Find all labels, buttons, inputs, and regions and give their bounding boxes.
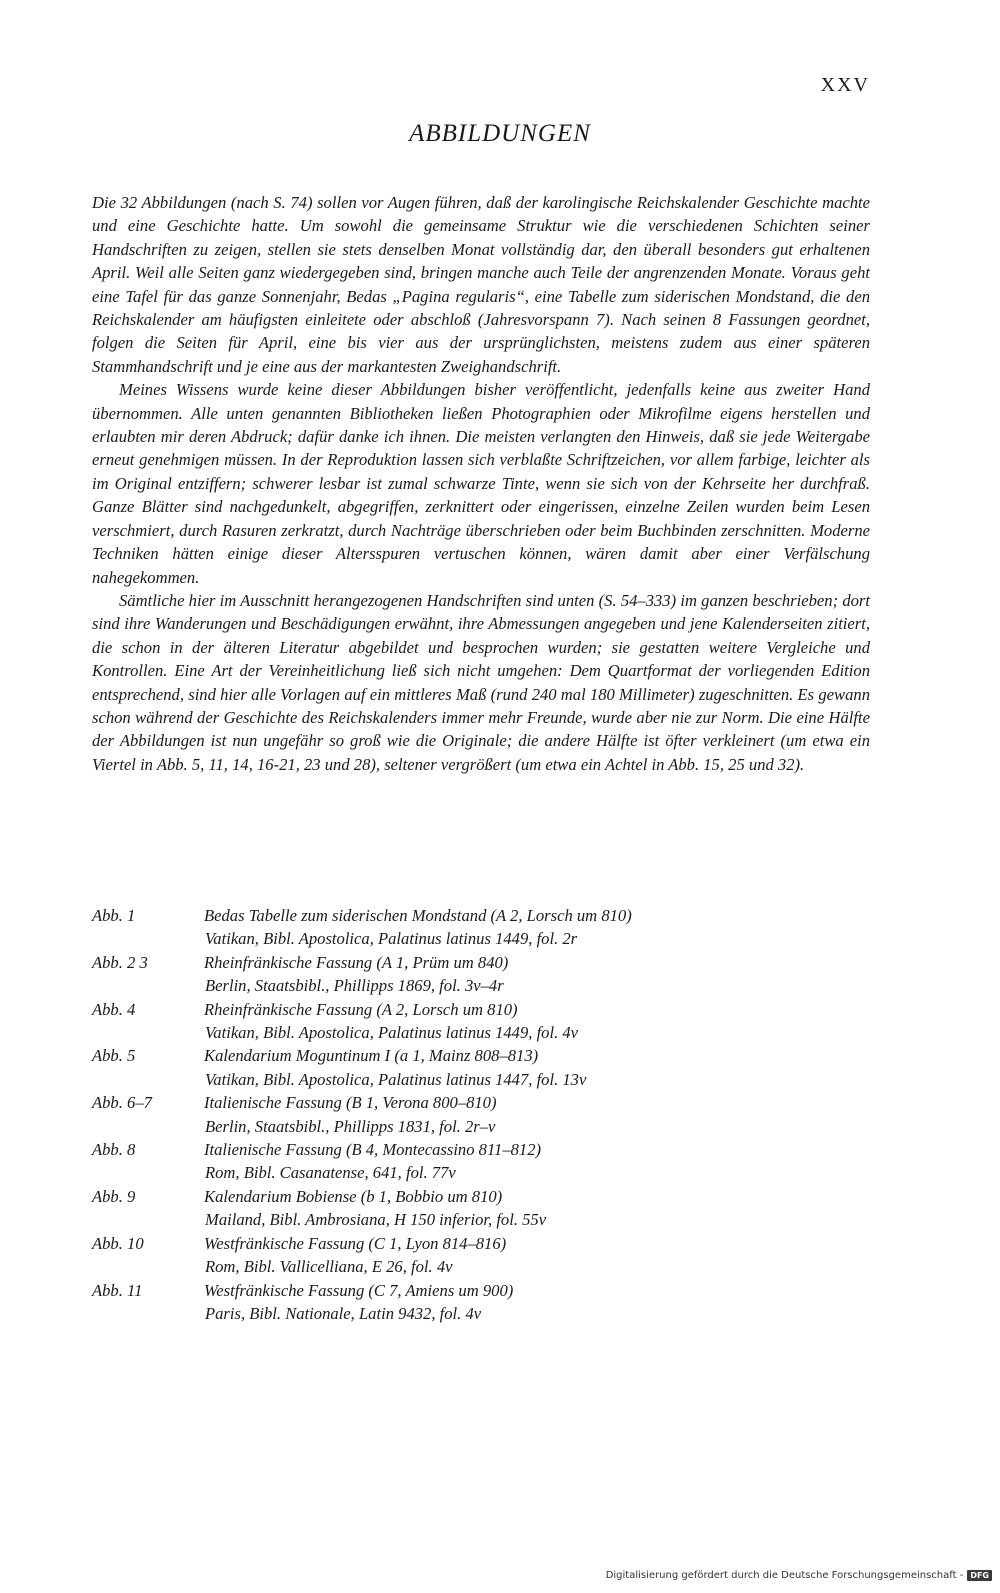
figure-label: Abb. 1: [92, 906, 136, 925]
figure-source: Rom, Bibl. Casanatense, 641, fol. 77v: [205, 1163, 456, 1183]
page-number: XXV: [820, 74, 870, 96]
figure-label: Abb. 10: [92, 1233, 144, 1253]
figure-list: [92, 904, 870, 1325]
figure-source: Paris, Bibl. Nationale, Latin 9432, fol. 4v: [205, 1303, 482, 1323]
figure-label: Abb. 4: [92, 999, 136, 1019]
figure-title: Rheinfränkische Fassung (A 2, Lorsch um 810): [204, 999, 518, 1019]
footer: [606, 1570, 992, 1581]
figure-label: Abb. 11: [92, 1280, 143, 1300]
figure-title: Italienische Fassung (B 1, Verona 800–810): [204, 1093, 497, 1113]
figure-entry: [92, 1279, 870, 1326]
figure-source: Rom, Bibl. Vallicelliana, E 26, fol. 4v: [205, 1257, 453, 1277]
figure-title: Westfränkische Fassung (C 1, Lyon 814–816): [204, 1233, 507, 1253]
body-text: [92, 191, 870, 776]
figure-source: Vatikan, Bibl. Apostolica, Palatinus latinus 1449, fol. 2r: [205, 929, 578, 949]
figure-entry: [92, 1185, 870, 1232]
figure-label: Abb. 8: [92, 1140, 136, 1160]
figure-label: Abb. 5: [92, 1046, 136, 1066]
figure-entry: [92, 998, 870, 1045]
figure-entry: [92, 1232, 870, 1279]
footer-text: Digitalisierung gefördert durch die Deutsche Forschungsgemeinschaft -: [605, 1570, 964, 1581]
figure-label: Abb. 2 3: [92, 952, 148, 972]
paragraph: Die 32 Abbildungen (nach S. 74) sollen vor Augen führen, daß der karolingische Reichskalender Geschichte machte und eine Geschichte hatte. Um sowohl die gemeinsame Struktur wie die verschiedenen Schichten seiner Handschriften zu zeigen, stellen sie stets denselben Monat vollständig dar, den überall besonders gut erhaltenen April. Weil alle Seiten ganz wiedergegeben sind, bringen manche auch Teile der angrenzenden Monate. Voraus geht eine Tafel für das ganze Sonnenjahr, Bedas „Pagina regularis“, eine Tabelle zum siderischen Mondstand, die den Reichskalender am häufigsten einleitete oder abschloß (Jahresvorspann 7). Nach seinen 8 Fassungen geordnet, folgen die Seiten für April, eine bis vier aus der ursprünglichsten, meistens zudem aus einer späteren Stammhandschrift und je eine aus der markantesten Zweighandschrift.: [92, 193, 870, 376]
figure-source: Vatikan, Bibl. Apostolica, Palatinus latinus 1449, fol. 4v: [205, 1023, 579, 1043]
figure-title: Bedas Tabelle zum siderischen Mondstand (A 2, Lorsch um 810): [204, 906, 632, 925]
figure-entry: [92, 1138, 870, 1185]
figure-title: Italienische Fassung (B 4, Montecassino 811–812): [204, 1140, 542, 1160]
figure-title: Kalendarium Bobiense (b 1, Bobbio um 810): [204, 1186, 503, 1206]
figure-title: Westfränkische Fassung (C 7, Amiens um 900): [204, 1280, 514, 1300]
figure-title: Rheinfränkische Fassung (A 1, Prüm um 840): [204, 952, 509, 972]
figure-source: Berlin, Staatsbibl., Phillipps 1831, fol. 2r–v: [205, 1116, 496, 1136]
figure-entry: [92, 951, 870, 998]
figure-entry: [92, 904, 870, 951]
figure-source: Berlin, Staatsbibl., Phillipps 1869, fol. 3v–4r: [205, 976, 504, 996]
paragraph: Meines Wissens wurde keine dieser Abbildungen bisher veröffentlicht, jedenfalls keine aus zweiter Hand übernommen. Alle unten genannten Bibliotheken ließen Photographien oder Mikrofilme eigens herstellen und erlaubten mir deren Abdruck; dafür danke ich ihnen. Die meisten verlangten den Hinweis, daß sie jede Weitergabe erneut genehmigen müssen. In der Reproduktion lassen sich verblaßte Schriftzeichen, vor allem farbige, leichter als im Original entziffern; schwerer lesbar ist zumal schwarze Tinte, wenn sie sich von der Kehrseite her durchfraß. Ganze Blätter sind nachgedunkelt, abgegriffen, zerknittert oder eingerissen, einzelne Zeilen wurden beim Lesen verschmiert, durch Rasuren zerkratzt, durch Nachträge überschrieben oder beim Buchbinden zerschnitten. Moderne Techniken hätten einige dieser Altersspuren vertuschen können, wären damit aber einer Verfälschung nahegekommen.: [92, 380, 870, 587]
page-title: ABBILDUNGEN: [409, 120, 591, 147]
dfg-logo-icon: DFG: [967, 1570, 992, 1581]
figure-label: Abb. 9: [92, 1186, 136, 1206]
figure-label: Abb. 6–7: [92, 1093, 152, 1113]
figure-title: Kalendarium Moguntinum I (a 1, Mainz 808–813): [204, 1046, 539, 1066]
figure-source: Mailand, Bibl. Ambrosiana, H 150 inferior, fol. 55v: [205, 1210, 547, 1230]
figure-source: Vatikan, Bibl. Apostolica, Palatinus latinus 1447, fol. 13v: [205, 1069, 587, 1089]
paragraph: Sämtliche hier im Ausschnitt herangezogenen Handschriften sind unten (S. 54–333) im ganzen beschrieben; dort sind ihre Wanderungen und Beschädigungen erwähnt, ihre Abmessungen angegeben und jene Kalenderseiten zitiert, die schon in der älteren Literatur abgebildet und besprochen wurden; sie gestatten weitere Vergleiche und Kontrollen. Eine Art der Vereinheitlichung ließ sich nicht umgehen: Dem Quartformat der vorliegenden Edition entsprechend, sind hier alle Vorlagen auf ein mittleres Maß (rund 240 mal 180 Millimeter) zugeschnitten. Es gewann schon während der Geschichte des Reichskalenders immer mehr Freunde, wurde aber nie zur Norm. Die eine Hälfte der Abbildungen ist nun ungefähr so groß wie die Originale; die andere Hälfte ist öfter verkleinert (um etwa ein Viertel in Abb. 5, 11, 14, 16-21, 23 und 28), seltener vergrößert (um etwa ein Achtel in Abb. 15, 25 und 32).: [92, 590, 870, 774]
figure-entry: [92, 1091, 870, 1138]
figure-entry: [92, 1044, 870, 1091]
